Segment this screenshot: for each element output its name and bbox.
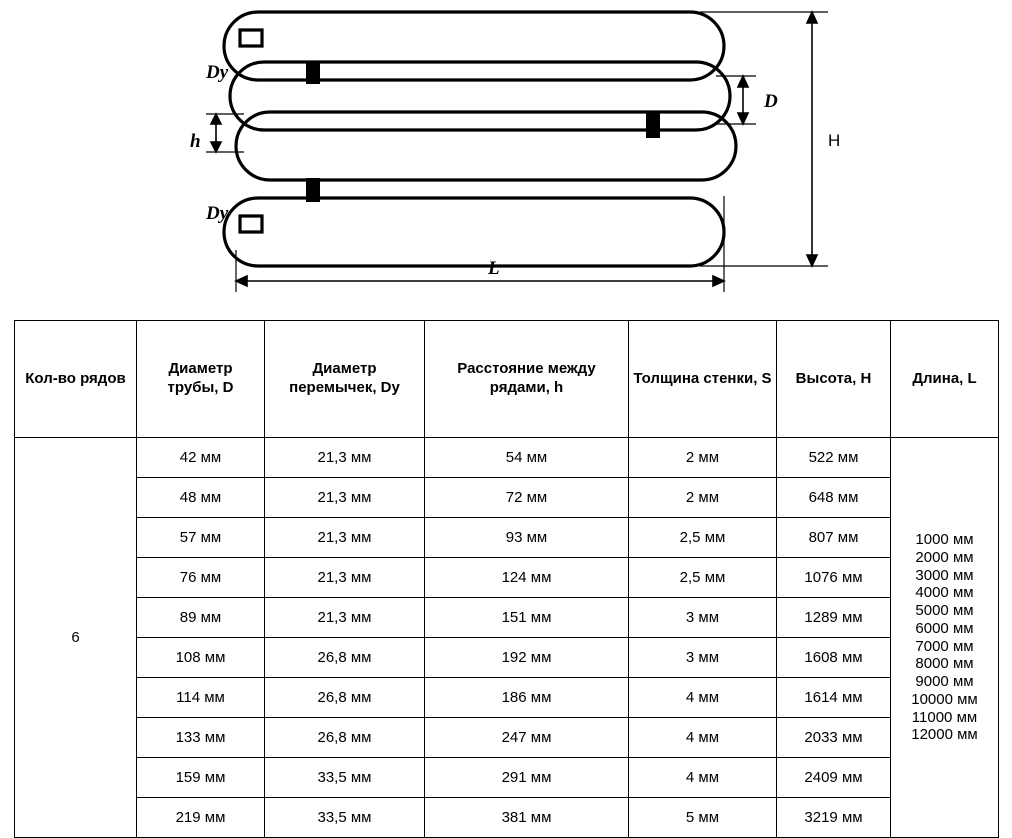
cell-wall-thickness: 4 мм xyxy=(629,718,777,758)
label-h: h xyxy=(190,131,201,152)
table-row xyxy=(15,438,999,478)
diagram-svg xyxy=(0,0,1012,312)
length-option: 8000 мм xyxy=(915,655,974,673)
cell-row-distance: 247 мм xyxy=(425,718,629,758)
specification-table xyxy=(14,320,999,838)
cell-jumper-diameter: 21,3 мм xyxy=(265,438,425,478)
length-option: 3000 мм xyxy=(915,566,974,584)
length-option: 4000 мм xyxy=(915,584,974,602)
arrow-D-top xyxy=(738,76,748,87)
cell-height: 3219 мм xyxy=(777,798,891,838)
cell-jumper-diameter: 21,3 мм xyxy=(265,598,425,638)
table-row xyxy=(15,598,999,638)
arrow-h-bottom xyxy=(211,142,221,152)
arrow-L-left xyxy=(236,276,247,286)
length-option: 12000 мм xyxy=(911,726,978,744)
cell-height: 1614 мм xyxy=(777,678,891,718)
cell-wall-thickness: 5 мм xyxy=(629,798,777,838)
table-body xyxy=(15,438,999,838)
cell-wall-thickness: 2,5 мм xyxy=(629,558,777,598)
jumper-bottom-left xyxy=(306,178,320,202)
header-length: Длина, L xyxy=(891,321,999,438)
cell-wall-thickness: 2 мм xyxy=(629,438,777,478)
cell-row-distance: 291 мм xyxy=(425,758,629,798)
cell-wall-thickness: 2 мм xyxy=(629,478,777,518)
table-head xyxy=(15,321,999,438)
cell-jumper-diameter: 26,8 мм xyxy=(265,718,425,758)
length-option: 11000 мм xyxy=(911,708,978,726)
header-wall-thickness: Толщина стенки, S xyxy=(629,321,777,438)
label-d: D xyxy=(764,91,778,112)
cell-pipe-diameter: 108 мм xyxy=(137,638,265,678)
header-rows-count: Кол-во рядов xyxy=(15,321,137,438)
register-pipe-diagram xyxy=(0,0,1012,312)
label-length: L xyxy=(488,258,500,279)
cell-height: 1076 мм xyxy=(777,558,891,598)
cell-height: 1289 мм xyxy=(777,598,891,638)
cell-row-distance: 186 мм xyxy=(425,678,629,718)
cell-pipe-diameter: 42 мм xyxy=(137,438,265,478)
cell-rows-count: 6 xyxy=(15,438,137,838)
cell-jumper-diameter: 26,8 мм xyxy=(265,638,425,678)
cell-height: 1608 мм xyxy=(777,638,891,678)
cell-height: 522 мм xyxy=(777,438,891,478)
table-row xyxy=(15,678,999,718)
label-height: H xyxy=(828,131,841,150)
header-row-distance: Расстояние между рядами, h xyxy=(425,321,629,438)
length-option: 5000 мм xyxy=(915,602,974,619)
table-row xyxy=(15,518,999,558)
cell-wall-thickness: 3 мм xyxy=(629,598,777,638)
jumper-top-left xyxy=(306,62,320,84)
cell-jumper-diameter: 21,3 мм xyxy=(265,478,425,518)
cell-length-list xyxy=(891,438,999,838)
label-dy-bottom: Dy xyxy=(206,203,229,224)
header-pipe-diameter: Диаметр трубы, D xyxy=(137,321,265,438)
pipe-outline xyxy=(224,12,736,266)
nozzle-top xyxy=(240,30,262,46)
cell-wall-thickness: 4 мм xyxy=(629,678,777,718)
jumper-middle-right xyxy=(646,112,660,138)
length-option: 6000 мм xyxy=(915,619,974,637)
cell-row-distance: 72 мм xyxy=(425,478,629,518)
table-row xyxy=(15,798,999,838)
table-row xyxy=(15,758,999,798)
cell-wall-thickness: 3 мм xyxy=(629,638,777,678)
cell-jumper-diameter: 26,8 мм xyxy=(265,678,425,718)
cell-pipe-diameter: 159 мм xyxy=(137,758,265,798)
header-jumper-diameter: Диаметр перемычек, Dy xyxy=(265,321,425,438)
length-option: 7000 мм xyxy=(915,637,974,655)
length-option: 10000 мм xyxy=(911,690,978,708)
cell-jumper-diameter: 33,5 мм xyxy=(265,758,425,798)
cell-pipe-diameter: 219 мм xyxy=(137,798,265,838)
cell-pipe-diameter: 133 мм xyxy=(137,718,265,758)
cell-jumper-diameter: 21,3 мм xyxy=(265,518,425,558)
arrow-H-top xyxy=(807,12,817,23)
cell-jumper-diameter: 33,5 мм xyxy=(265,798,425,838)
arrow-L-right xyxy=(713,276,724,286)
cell-height: 648 мм xyxy=(777,478,891,518)
table-row xyxy=(15,638,999,678)
table-row xyxy=(15,478,999,518)
arrow-H-bottom xyxy=(807,255,817,266)
cell-pipe-diameter: 76 мм xyxy=(137,558,265,598)
length-list xyxy=(891,531,998,744)
cell-pipe-diameter: 114 мм xyxy=(137,678,265,718)
length-option: 9000 мм xyxy=(915,673,974,690)
cell-wall-thickness: 2,5 мм xyxy=(629,518,777,558)
cell-height: 2409 мм xyxy=(777,758,891,798)
length-option: 1000 мм xyxy=(915,531,974,548)
cell-row-distance: 381 мм xyxy=(425,798,629,838)
cell-wall-thickness: 4 мм xyxy=(629,758,777,798)
cell-row-distance: 124 мм xyxy=(425,558,629,598)
cell-height: 2033 мм xyxy=(777,718,891,758)
cell-row-distance: 151 мм xyxy=(425,598,629,638)
cell-row-distance: 192 мм xyxy=(425,638,629,678)
specification-table-wrap xyxy=(14,320,998,838)
table-row xyxy=(15,718,999,758)
label-dy-top: Dy xyxy=(206,62,229,83)
table-header-row xyxy=(15,321,999,438)
arrow-D-bottom xyxy=(738,113,748,124)
header-height: Высота, H xyxy=(777,321,891,438)
length-option: 2000 мм xyxy=(915,548,974,566)
cell-jumper-diameter: 21,3 мм xyxy=(265,558,425,598)
cell-row-distance: 54 мм xyxy=(425,438,629,478)
cell-pipe-diameter: 89 мм xyxy=(137,598,265,638)
nozzle-bottom xyxy=(240,216,262,232)
cell-height: 807 мм xyxy=(777,518,891,558)
cell-pipe-diameter: 48 мм xyxy=(137,478,265,518)
table-row xyxy=(15,558,999,598)
cell-pipe-diameter: 57 мм xyxy=(137,518,265,558)
cell-row-distance: 93 мм xyxy=(425,518,629,558)
arrow-h-top xyxy=(211,114,221,124)
